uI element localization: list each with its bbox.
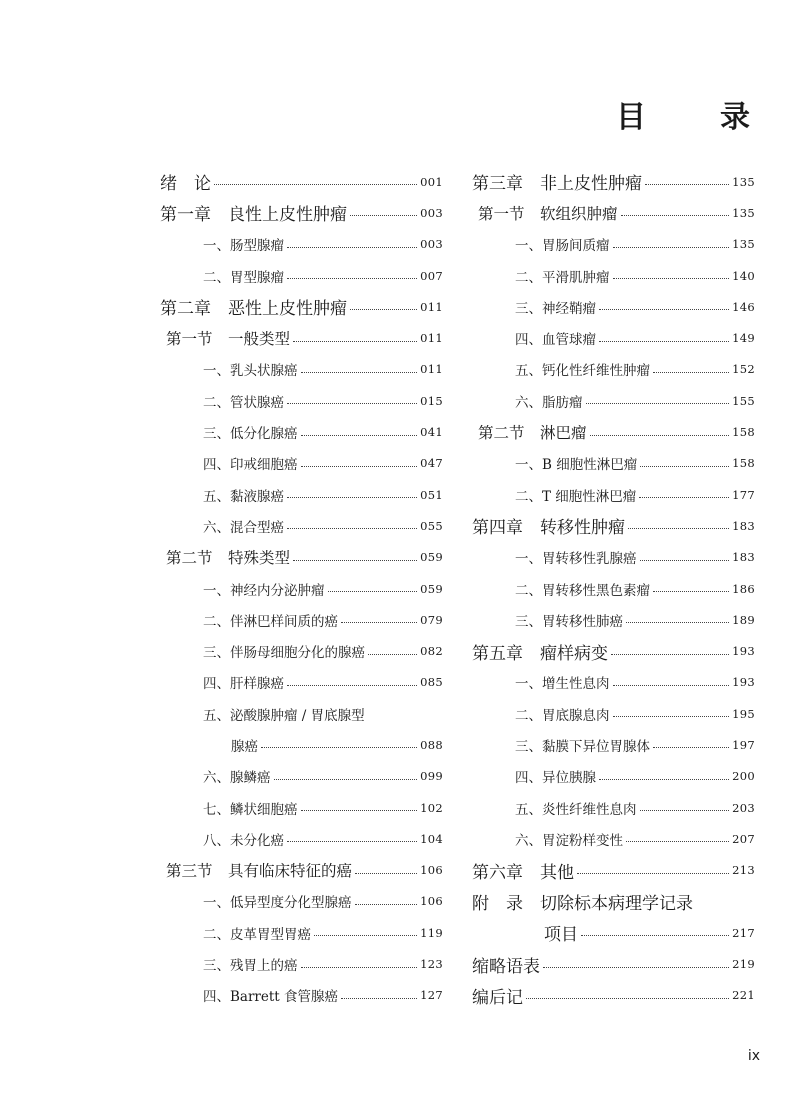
toc-leader-dots — [599, 297, 729, 310]
toc-entry-label: 第一节 一般类型 — [166, 330, 291, 349]
toc-entry-label: 六、腺鳞癌 — [203, 770, 271, 787]
toc-left-column — [160, 166, 443, 1011]
toc-leader-dots — [526, 986, 729, 999]
toc-leader-dots — [639, 485, 729, 498]
toc-leader-dots — [287, 516, 417, 529]
toc-entry-label: 一、胃转移性乳腺癌 — [515, 551, 637, 568]
toc-entry-label: 第六章 其他 — [472, 862, 574, 883]
toc-entry-section[interactable] — [160, 322, 443, 353]
toc-leader-dots — [293, 329, 417, 342]
toc-entry-item[interactable] — [472, 542, 755, 573]
toc-leader-dots — [613, 704, 730, 717]
toc-entry-item[interactable] — [472, 260, 755, 291]
toc-entry-item[interactable] — [472, 729, 755, 760]
toc-entry-item[interactable] — [160, 573, 443, 604]
toc-entry-page: 203 — [732, 800, 755, 815]
toc-leader-dots — [287, 235, 417, 248]
toc-entry-label: 编后记 — [472, 987, 523, 1008]
toc-entry-label: 项目 — [544, 925, 578, 946]
toc-leader-dots — [581, 923, 729, 936]
toc-entry-page: 135 — [732, 205, 755, 220]
toc-leader-dots — [586, 391, 730, 404]
toc-entry-page: 047 — [420, 456, 443, 471]
toc-entry-label: 一、乳头状腺癌 — [203, 363, 298, 380]
toc-right-column — [472, 166, 755, 1011]
toc-entry-label: 第五章 瘤样病变 — [472, 643, 608, 664]
toc-entry-chapter[interactable] — [472, 855, 755, 886]
toc-entry-item[interactable] — [472, 291, 755, 322]
toc-entry-item[interactable] — [472, 604, 755, 635]
toc-entry-page: 055 — [420, 518, 443, 533]
toc-entry-page: 135 — [732, 174, 755, 189]
toc-leader-dots — [599, 329, 729, 342]
toc-entry-chapter[interactable] — [472, 510, 755, 541]
toc-leader-dots — [328, 579, 418, 592]
toc-entry-label: 一、增生性息肉 — [515, 676, 610, 693]
toc-entry-chapter[interactable] — [472, 980, 755, 1011]
toc-leader-dots — [301, 360, 418, 373]
toc-entry-label: 二、管状腺癌 — [203, 394, 284, 411]
toc-leader-dots — [314, 923, 417, 936]
toc-entry-item[interactable] — [160, 823, 443, 854]
toc-leader-dots — [287, 391, 417, 404]
toc-entry-item[interactable] — [160, 886, 443, 917]
toc-entry-item[interactable] — [160, 948, 443, 979]
toc-leader-dots — [287, 485, 417, 498]
toc-leader-dots — [301, 955, 418, 968]
toc-leader-dots — [287, 266, 417, 279]
toc-entry-label: 绪 论 — [160, 174, 211, 195]
toc-entry-label: 四、印戒细胞癌 — [203, 457, 298, 474]
toc-entry-label: 三、低分化腺癌 — [203, 426, 298, 443]
toc-entry-page: 106 — [420, 863, 443, 878]
toc-entry-chapter[interactable] — [160, 291, 443, 322]
toc-leader-dots — [261, 735, 417, 748]
toc-leader-dots — [341, 610, 417, 623]
toc-leader-dots — [645, 172, 729, 185]
toc-entry-item[interactable] — [160, 698, 443, 729]
toc-entry-label: 六、混合型癌 — [203, 519, 284, 536]
toc-entry-chapter[interactable] — [160, 197, 443, 228]
toc-entry-chapter[interactable] — [472, 948, 755, 979]
toc-entry-label: 三、神经鞘瘤 — [515, 300, 596, 317]
toc-entry-page: 051 — [420, 487, 443, 502]
toc-entry-page: 177 — [732, 487, 755, 502]
toc-entry-item[interactable] — [160, 260, 443, 291]
toc-leader-dots — [293, 548, 417, 561]
toc-entry-label: 第二节 淋巴瘤 — [478, 424, 587, 443]
toc-entry-label: 四、异位胰腺 — [515, 770, 596, 787]
toc-entry-item[interactable] — [472, 354, 755, 385]
toc-entry-label: 第四章 转移性肿瘤 — [472, 518, 625, 539]
toc-entry-page: 079 — [420, 612, 443, 627]
toc-entry-label: 一、神经内分泌肿瘤 — [203, 582, 325, 599]
toc-entry-label: 四、Barrett 食管腺癌 — [203, 989, 339, 1006]
toc-entry-page: 193 — [732, 675, 755, 690]
toc-entry-page: 003 — [420, 205, 443, 220]
toc-entry-page: 152 — [732, 362, 755, 377]
toc-entry-chapter[interactable] — [472, 635, 755, 666]
toc-entry-label: 附 录 切除标本病理学记录 — [472, 893, 693, 914]
toc-entry-item[interactable] — [472, 448, 755, 479]
toc-entry-label: 二、伴淋巴样间质的癌 — [203, 613, 338, 630]
toc-entry-page: 011 — [420, 299, 443, 314]
toc-entry-page: 221 — [732, 988, 755, 1003]
toc-entry-item-cont[interactable] — [160, 729, 443, 760]
toc-leader-dots — [287, 673, 417, 686]
toc-entry-page: 183 — [732, 550, 755, 565]
toc-entry-item[interactable] — [160, 980, 443, 1011]
toc-entry-label: 缩略语表 — [472, 956, 540, 977]
toc-entry-label: 二、胃转移性黑色素瘤 — [515, 582, 650, 599]
toc-leader-dots — [368, 642, 417, 655]
toc-entry-page: 085 — [420, 675, 443, 690]
toc-entry-item[interactable] — [472, 792, 755, 823]
toc-leader-dots — [613, 673, 730, 686]
toc-leader-dots — [611, 642, 729, 655]
toc-entry-item[interactable] — [472, 229, 755, 260]
toc-entry-chapter-cont[interactable] — [472, 917, 755, 948]
toc-leader-dots — [577, 861, 729, 874]
toc-entry-item[interactable] — [160, 792, 443, 823]
toc-entry-page: 200 — [732, 769, 755, 784]
toc-entry-item[interactable] — [472, 761, 755, 792]
toc-entry-page: 011 — [420, 331, 443, 346]
toc-entry-item[interactable] — [472, 479, 755, 510]
toc-entry-item[interactable] — [472, 823, 755, 854]
toc-entry-page: 158 — [732, 456, 755, 471]
toc-entry-item[interactable] — [160, 510, 443, 541]
toc-entry-page: 219 — [732, 957, 755, 972]
toc-entry-item[interactable] — [160, 448, 443, 479]
toc-entry-label: 六、脂肪瘤 — [515, 394, 583, 411]
toc-leader-dots — [640, 454, 729, 467]
toc-entry-page: 140 — [732, 268, 755, 283]
toc-entry-label: 第三章 非上皮性肿瘤 — [472, 174, 642, 195]
toc-leader-dots — [301, 454, 418, 467]
toc-entry-label: 四、肝样腺癌 — [203, 676, 284, 693]
toc-entry-page: 155 — [732, 393, 755, 408]
toc-entry-label: 第二节 特殊类型 — [166, 549, 291, 568]
toc-entry-page: 186 — [732, 581, 755, 596]
toc-entry-page: 127 — [420, 988, 443, 1003]
toc-entry-page: 119 — [420, 925, 443, 940]
toc-leader-dots — [599, 767, 729, 780]
toc-leader-dots — [355, 861, 417, 874]
toc-entry-label: 第二章 恶性上皮性肿瘤 — [160, 299, 347, 320]
toc-entry-page: 082 — [420, 644, 443, 659]
toc-entry-item[interactable] — [160, 635, 443, 666]
toc-entry-label: 三、残胃上的癌 — [203, 958, 298, 975]
toc-entry-page: 007 — [420, 268, 443, 283]
toc-entry-label: 五、黏液腺癌 — [203, 488, 284, 505]
toc-entry-page: 149 — [732, 331, 755, 346]
toc-entry-page: 123 — [420, 957, 443, 972]
toc-entry-page: 059 — [420, 550, 443, 565]
toc-leader-dots — [653, 579, 729, 592]
toc-entry-page: 015 — [420, 393, 443, 408]
toc-entry-item[interactable] — [160, 667, 443, 698]
toc-entry-item[interactable] — [160, 416, 443, 447]
toc-entry-page: 158 — [732, 425, 755, 440]
toc-leader-dots — [543, 955, 729, 968]
toc-leader-dots — [287, 829, 417, 842]
toc-leader-dots — [653, 360, 729, 373]
toc-entry-page: 088 — [420, 737, 443, 752]
toc-entry-item[interactable] — [472, 573, 755, 604]
toc-entry-label: 腺癌 — [231, 738, 258, 755]
toc-entry-page: 135 — [732, 237, 755, 252]
toc-entry-item[interactable] — [160, 917, 443, 948]
toc-entry-label: 二、胃型腺瘤 — [203, 269, 284, 286]
toc-entry-label: 八、未分化癌 — [203, 832, 284, 849]
toc-entry-label: 三、伴肠母细胞分化的腺癌 — [203, 645, 365, 662]
toc-entry-page: 183 — [732, 518, 755, 533]
toc-leader-dots — [350, 297, 417, 310]
toc-entry-label: 六、胃淀粉样变性 — [515, 832, 623, 849]
toc-entry-chapter[interactable] — [472, 886, 755, 917]
page-title: 目 录 — [616, 100, 772, 135]
toc-leader-dots — [626, 829, 729, 842]
toc-entry-label: 五、炎性纤维性息肉 — [515, 801, 637, 818]
toc-leader-dots — [628, 516, 729, 529]
toc-entry-label: 七、鳞状细胞癌 — [203, 801, 298, 818]
toc-leader-dots — [640, 798, 730, 811]
toc-entry-page: 041 — [420, 425, 443, 440]
toc-entry-page: 104 — [420, 831, 443, 846]
toc-entry-item[interactable] — [472, 698, 755, 729]
toc-entry-label: 二、胃底腺息肉 — [515, 707, 610, 724]
toc-leader-dots — [653, 735, 729, 748]
toc-entry-label: 一、B 细胞性淋巴瘤 — [515, 457, 638, 474]
toc-leader-dots — [341, 986, 417, 999]
toc-entry-label: 一、肠型腺瘤 — [203, 238, 284, 255]
toc-entry-label: 三、黏膜下异位胃腺体 — [515, 738, 650, 755]
toc-entry-page: 207 — [732, 831, 755, 846]
toc-entry-label: 第三节 具有临床特征的癌 — [166, 862, 353, 881]
toc-entry-page: 195 — [732, 706, 755, 721]
toc-entry-item[interactable] — [160, 604, 443, 635]
toc-entry-page: 193 — [732, 644, 755, 659]
toc-leader-dots — [613, 235, 730, 248]
toc-entry-page: 059 — [420, 581, 443, 596]
toc-leader-dots — [590, 423, 730, 436]
toc-entry-item[interactable] — [160, 479, 443, 510]
toc-leader-dots — [214, 172, 417, 185]
toc-entry-page: 102 — [420, 800, 443, 815]
toc-leader-dots — [640, 548, 730, 561]
toc-entry-label: 第一章 良性上皮性肿瘤 — [160, 205, 347, 226]
toc-leader-dots — [355, 892, 418, 905]
toc-leader-dots — [301, 423, 418, 436]
toc-entry-page: 099 — [420, 769, 443, 784]
toc-entry-label: 四、血管球瘤 — [515, 332, 596, 349]
toc-entry-section[interactable] — [160, 542, 443, 573]
toc-entry-chapter[interactable] — [472, 166, 755, 197]
toc-entry-label: 三、胃转移性肺癌 — [515, 613, 623, 630]
toc-entry-page: 217 — [732, 925, 755, 940]
toc-entry-label: 二、皮革胃型胃癌 — [203, 926, 311, 943]
toc-entry-label: 五、泌酸腺肿瘤 / 胃底腺型 — [203, 707, 365, 724]
toc-entry-section[interactable] — [472, 416, 755, 447]
toc-leader-dots — [274, 767, 418, 780]
toc-entry-item[interactable] — [472, 322, 755, 353]
toc-entry-section[interactable] — [160, 855, 443, 886]
toc-entry-page: 189 — [732, 612, 755, 627]
toc-entry-label: 一、胃肠间质瘤 — [515, 238, 610, 255]
toc-entry-label: 二、平滑肌肿瘤 — [515, 269, 610, 286]
toc-entry-item[interactable] — [160, 354, 443, 385]
toc-entry-page: 197 — [732, 737, 755, 752]
toc-entry-page: 011 — [420, 362, 443, 377]
toc-entry-section[interactable] — [472, 197, 755, 228]
toc-entry-item[interactable] — [472, 385, 755, 416]
toc-leader-dots — [613, 266, 730, 279]
toc-entry-label: 二、T 细胞性淋巴瘤 — [515, 488, 637, 505]
toc-entry-item[interactable] — [160, 761, 443, 792]
toc-entry-item[interactable] — [472, 667, 755, 698]
toc-entry-label: 一、低异型度分化型腺癌 — [203, 895, 352, 912]
toc-entry-page: 146 — [732, 299, 755, 314]
toc-entry-chapter[interactable] — [160, 166, 443, 197]
toc-entry-item[interactable] — [160, 229, 443, 260]
toc-leader-dots — [350, 203, 417, 216]
toc-entry-label: 第一节 软组织肿瘤 — [478, 204, 618, 223]
toc-entry-page: 213 — [732, 863, 755, 878]
toc-entry-item[interactable] — [160, 385, 443, 416]
toc-leader-dots — [626, 610, 729, 623]
toc-entry-label: 五、钙化性纤维性肿瘤 — [515, 363, 650, 380]
page-number: ix — [747, 1048, 760, 1064]
toc-entry-page: 106 — [420, 894, 443, 909]
toc-entry-page: 001 — [420, 174, 443, 189]
toc-entry-page: 003 — [420, 237, 443, 252]
toc-leader-dots — [301, 798, 418, 811]
toc-leader-dots — [621, 203, 730, 216]
